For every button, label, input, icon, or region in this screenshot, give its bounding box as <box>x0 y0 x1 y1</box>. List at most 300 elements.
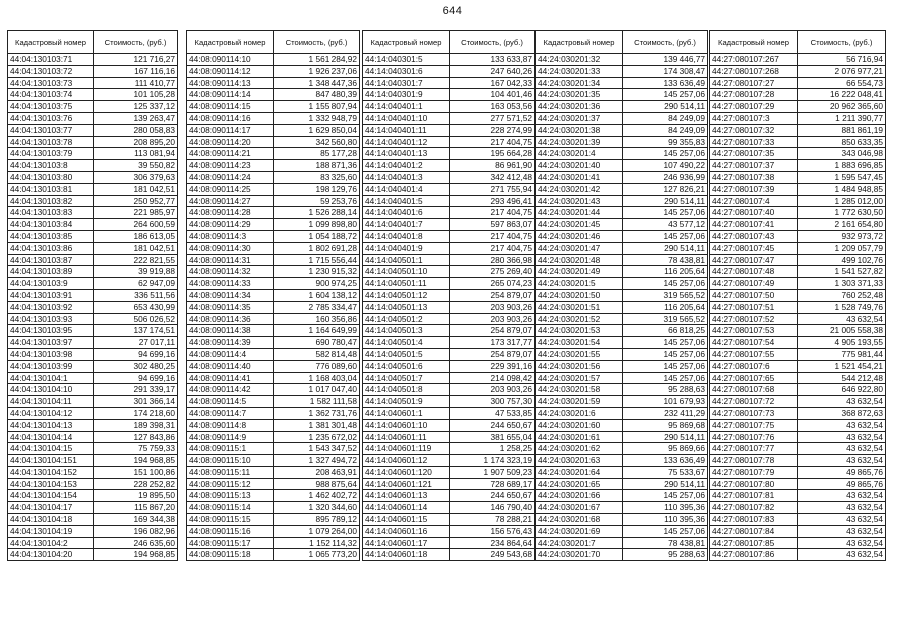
cadastral-number-cell: 44:04:130103:79 <box>8 148 94 160</box>
cadastral-number-cell: 44:04:130104:1 <box>8 372 94 384</box>
cost-cell: 1 772 630,50 <box>798 207 886 219</box>
cadastral-number-cell: 44:08:090114:42 <box>187 384 274 396</box>
cost-cell: 43 632,54 <box>798 537 886 549</box>
table-row <box>710 171 886 183</box>
table-row <box>8 537 178 549</box>
cadastral-number-cell: 44:04:130103:89 <box>8 266 94 278</box>
table-row <box>187 136 360 148</box>
table-row <box>8 478 178 490</box>
table-row <box>187 407 360 419</box>
cost-cell: 78 438,81 <box>623 537 708 549</box>
table-row <box>187 455 360 467</box>
table-row <box>710 101 886 113</box>
cadastral-number-cell: 44:08:090114:4 <box>187 348 274 360</box>
table-row <box>710 337 886 349</box>
cost-cell: 306 379,63 <box>94 171 178 183</box>
cost-cell: 145 257,06 <box>623 360 708 372</box>
cost-cell: 43 632,54 <box>798 549 886 561</box>
table-row <box>187 537 360 549</box>
cadastral-number-cell: 44:08:090114:15 <box>187 101 274 113</box>
table-row <box>8 289 178 301</box>
table-row <box>8 384 178 396</box>
cost-cell: 145 257,06 <box>623 148 708 160</box>
cost-cell: 49 865,76 <box>798 466 886 478</box>
table-row <box>8 266 178 278</box>
cadastral-number-cell: 44:14:040401:6 <box>363 207 450 219</box>
cadastral-number-cell: 44:24:030201:70 <box>536 549 623 561</box>
cost-cell: 145 257,06 <box>623 278 708 290</box>
table-row <box>363 77 535 89</box>
table-row <box>363 183 535 195</box>
table-row <box>363 219 535 231</box>
table-row <box>363 289 535 301</box>
cost-cell: 101 679,93 <box>623 396 708 408</box>
cadastral-number-cell: 44:24:030201:36 <box>536 101 623 113</box>
cost-cell: 75 759,33 <box>94 443 178 455</box>
table-row <box>8 254 178 266</box>
cost-cell: 690 780,47 <box>274 337 360 349</box>
cadastral-number-cell: 44:04:130103:85 <box>8 230 94 242</box>
cost-cell: 228 274,99 <box>450 124 535 136</box>
table-row <box>8 65 178 77</box>
header-cadastral-number: Кадастровый номер <box>187 31 274 54</box>
table-row <box>363 148 535 160</box>
cadastral-number-cell: 44:04:130103:92 <box>8 301 94 313</box>
cost-cell: 881 861,19 <box>798 124 886 136</box>
cost-cell: 776 089,60 <box>274 360 360 372</box>
cost-cell: 181 042,51 <box>94 183 178 195</box>
cost-cell: 244 650,67 <box>450 419 535 431</box>
cadastral-number-cell: 44:27:080107:72 <box>710 396 798 408</box>
cost-cell: 95 288,63 <box>623 549 708 561</box>
table-row <box>363 443 535 455</box>
cost-cell: 342 560,80 <box>274 136 360 148</box>
cadastral-number-cell: 44:08:090115:12 <box>187 478 274 490</box>
cadastral-number-cell: 44:14:040601:121 <box>363 478 450 490</box>
table-row <box>8 360 178 372</box>
cost-cell: 84 249,09 <box>623 112 708 124</box>
table-row <box>710 549 886 561</box>
cost-cell: 1 303 371,33 <box>798 278 886 290</box>
cadastral-number-cell: 44:04:130103:80 <box>8 171 94 183</box>
cadastral-number-cell: 44:08:090114:14 <box>187 89 274 101</box>
table-row <box>536 266 708 278</box>
cadastral-number-cell: 44:24:030201:47 <box>536 242 623 254</box>
cadastral-number-cell: 44:04:130103:98 <box>8 348 94 360</box>
cadastral-number-cell: 44:27:080107:77 <box>710 443 798 455</box>
table-row <box>710 384 886 396</box>
table-row <box>187 301 360 313</box>
cost-cell: 850 633,35 <box>798 136 886 148</box>
cadastral-number-cell: 44:04:130104:151 <box>8 455 94 467</box>
table-row <box>536 455 708 467</box>
cost-cell: 127 826,21 <box>623 183 708 195</box>
cadastral-number-cell: 44:27:080107:47 <box>710 254 798 266</box>
table-row <box>536 136 708 148</box>
table-row <box>187 490 360 502</box>
cost-cell: 228 252,82 <box>94 478 178 490</box>
cadastral-number-cell: 44:27:080107:85 <box>710 537 798 549</box>
table-row <box>536 502 708 514</box>
cost-cell: 597 863,07 <box>450 219 535 231</box>
table-row <box>536 54 708 66</box>
table-row <box>187 89 360 101</box>
table-row <box>536 242 708 254</box>
cadastral-number-cell: 44:08:090115:14 <box>187 502 274 514</box>
cadastral-number-cell: 44:24:030201:53 <box>536 325 623 337</box>
table-row <box>536 112 708 124</box>
cadastral-number-cell: 44:08:090114:25 <box>187 183 274 195</box>
table-row <box>8 466 178 478</box>
table-row <box>8 136 178 148</box>
cadastral-number-cell: 44:14:040601:12 <box>363 455 450 467</box>
cadastral-number-cell: 44:04:130104:2 <box>8 537 94 549</box>
cadastral-number-cell: 44:27:080107:81 <box>710 490 798 502</box>
cadastral-number-cell: 44:27:080107:52 <box>710 313 798 325</box>
cadastral-number-cell: 44:04:130103:95 <box>8 325 94 337</box>
table-row <box>8 54 178 66</box>
table-row <box>536 65 708 77</box>
cost-cell: 275 269,40 <box>450 266 535 278</box>
cadastral-number-cell: 44:27:080107:38 <box>710 171 798 183</box>
header-row <box>710 31 886 54</box>
table-row <box>536 289 708 301</box>
cadastral-number-cell: 44:08:090114:9 <box>187 431 274 443</box>
cost-cell: 146 790,40 <box>450 502 535 514</box>
table-row <box>363 337 535 349</box>
cost-cell: 104 401,46 <box>450 89 535 101</box>
table-row <box>363 419 535 431</box>
cadastral-number-cell: 44:14:040401:5 <box>363 195 450 207</box>
table-row <box>363 242 535 254</box>
cadastral-number-cell: 44:14:040501:1 <box>363 254 450 266</box>
table-row <box>710 278 886 290</box>
cost-cell: 95 869,68 <box>623 419 708 431</box>
cost-cell: 336 511,56 <box>94 289 178 301</box>
table-row <box>363 466 535 478</box>
cadastral-number-cell: 44:27:080107:50 <box>710 289 798 301</box>
table-row <box>710 195 886 207</box>
cost-cell: 290 514,11 <box>623 101 708 113</box>
table-row <box>363 360 535 372</box>
cadastral-number-cell: 44:24:030201:51 <box>536 301 623 313</box>
cadastral-number-cell: 44:08:090114:16 <box>187 112 274 124</box>
table-row <box>710 419 886 431</box>
cadastral-number-cell: 44:14:040401:8 <box>363 230 450 242</box>
cadastral-number-cell: 44:14:040501:12 <box>363 289 450 301</box>
cadastral-number-cell: 44:04:130103:91 <box>8 289 94 301</box>
cost-cell: 1 258,25 <box>450 443 535 455</box>
cadastral-number-cell: 44:27:080107:48 <box>710 266 798 278</box>
cost-cell: 1 209 057,79 <box>798 242 886 254</box>
table-row <box>8 77 178 89</box>
table-row <box>536 514 708 526</box>
cost-cell: 188 871,36 <box>274 160 360 172</box>
cadastral-number-cell: 44:14:040501:6 <box>363 360 450 372</box>
cadastral-number-cell: 44:04:130103:82 <box>8 195 94 207</box>
cadastral-number-cell: 44:04:130104:15 <box>8 443 94 455</box>
cost-cell: 1 561 284,92 <box>274 54 360 66</box>
cost-cell: 234 864,64 <box>450 537 535 549</box>
table-row <box>187 254 360 266</box>
table-row <box>710 372 886 384</box>
cost-cell: 163 053,56 <box>450 101 535 113</box>
cost-cell: 195 664,28 <box>450 148 535 160</box>
cadastral-number-cell: 44:08:090114:30 <box>187 242 274 254</box>
table-row <box>363 301 535 313</box>
cadastral-number-cell: 44:04:130104:10 <box>8 384 94 396</box>
cost-cell: 1 152 114,32 <box>274 537 360 549</box>
table-row <box>536 148 708 160</box>
table-row <box>710 325 886 337</box>
cost-cell: 293 496,41 <box>450 195 535 207</box>
cost-cell: 653 430,99 <box>94 301 178 313</box>
cadastral-number-cell: 44:04:130103:86 <box>8 242 94 254</box>
cost-cell: 196 082,96 <box>94 525 178 537</box>
cadastral-number-cell: 44:14:040501:9 <box>363 396 450 408</box>
table-row <box>8 407 178 419</box>
cost-cell: 139 446,77 <box>623 54 708 66</box>
table-row <box>363 160 535 172</box>
table-row <box>8 195 178 207</box>
cost-cell: 254 879,07 <box>450 348 535 360</box>
cadastral-number-cell: 44:24:030201:41 <box>536 171 623 183</box>
table-row <box>187 65 360 77</box>
cadastral-number-cell: 44:08:090114:33 <box>187 278 274 290</box>
table-row <box>710 54 886 66</box>
cadastral-number-cell: 44:04:130103:77 <box>8 124 94 136</box>
cost-cell: 145 257,06 <box>623 230 708 242</box>
table-row <box>363 396 535 408</box>
table-row <box>536 301 708 313</box>
cadastral-number-cell: 44:14:040601:119 <box>363 443 450 455</box>
cost-cell: 115 867,20 <box>94 502 178 514</box>
cost-cell: 265 074,23 <box>450 278 535 290</box>
cost-cell: 94 699,16 <box>94 348 178 360</box>
cadastral-number-cell: 44:27:080107:75 <box>710 419 798 431</box>
table-row <box>363 266 535 278</box>
cost-cell: 59 253,76 <box>274 195 360 207</box>
cadastral-number-cell: 44:24:030201:46 <box>536 230 623 242</box>
cadastral-number-cell: 44:04:130104:17 <box>8 502 94 514</box>
table-row <box>710 478 886 490</box>
cadastral-number-cell: 44:24:030201:68 <box>536 514 623 526</box>
table-row <box>8 101 178 113</box>
table-row <box>363 171 535 183</box>
cadastral-number-cell: 44:04:130104:12 <box>8 407 94 419</box>
cadastral-number-cell: 44:04:130103:93 <box>8 313 94 325</box>
table-row <box>710 89 886 101</box>
table-row <box>8 549 178 561</box>
table-row <box>536 183 708 195</box>
table-row <box>536 443 708 455</box>
cadastral-number-cell: 44:08:090114:12 <box>187 65 274 77</box>
table-row <box>187 372 360 384</box>
cost-cell: 368 872,63 <box>798 407 886 419</box>
cadastral-number-cell: 44:04:130104:19 <box>8 525 94 537</box>
header-cost: Стоимость, (руб.) <box>274 31 360 54</box>
cadastral-number-cell: 44:24:030201:5 <box>536 278 623 290</box>
cadastral-number-cell: 44:27:080107:43 <box>710 230 798 242</box>
table-row <box>187 360 360 372</box>
cost-cell: 544 212,48 <box>798 372 886 384</box>
cadastral-number-cell: 44:14:040501:11 <box>363 278 450 290</box>
cadastral-number-cell: 44:14:040501:13 <box>363 301 450 313</box>
table-row <box>187 160 360 172</box>
cost-cell: 254 879,07 <box>450 325 535 337</box>
cadastral-value-table <box>709 30 886 561</box>
table-row <box>710 313 886 325</box>
cost-cell: 232 411,29 <box>623 407 708 419</box>
cost-cell: 244 650,67 <box>450 490 535 502</box>
table-row <box>8 242 178 254</box>
table-row <box>8 313 178 325</box>
cost-cell: 1 211 390,77 <box>798 112 886 124</box>
cadastral-number-cell: 44:04:130103:81 <box>8 183 94 195</box>
cadastral-number-cell: 44:24:030201:58 <box>536 384 623 396</box>
cadastral-number-cell: 44:27:080107:83 <box>710 514 798 526</box>
cadastral-number-cell: 44:04:130104:11 <box>8 396 94 408</box>
cadastral-number-cell: 44:27:080107:76 <box>710 431 798 443</box>
cadastral-number-cell: 44:27:080107:82 <box>710 502 798 514</box>
cost-cell: 1 926 237,06 <box>274 65 360 77</box>
table-row <box>363 348 535 360</box>
cost-cell: 988 875,64 <box>274 478 360 490</box>
cadastral-number-cell: 44:24:030201:64 <box>536 466 623 478</box>
cost-cell: 1 907 509,23 <box>450 466 535 478</box>
cost-cell: 47 533,85 <box>450 407 535 419</box>
table-row <box>187 278 360 290</box>
cadastral-number-cell: 44:24:030201:52 <box>536 313 623 325</box>
cadastral-number-cell: 44:27:080107:29 <box>710 101 798 113</box>
cost-cell: 86 961,90 <box>450 160 535 172</box>
cadastral-number-cell: 44:14:040401:11 <box>363 124 450 136</box>
cadastral-number-cell: 44:27:080107:4 <box>710 195 798 207</box>
table-row <box>536 325 708 337</box>
cadastral-number-cell: 44:24:030201:50 <box>536 289 623 301</box>
table-row <box>187 171 360 183</box>
table-row <box>187 325 360 337</box>
table-row <box>8 348 178 360</box>
cost-cell: 932 973,72 <box>798 230 886 242</box>
cost-cell: 1 462 402,72 <box>274 490 360 502</box>
cadastral-number-cell: 44:14:040501:5 <box>363 348 450 360</box>
cadastral-number-cell: 44:14:040301:6 <box>363 65 450 77</box>
table-row <box>8 372 178 384</box>
cadastral-number-cell: 44:24:030201:37 <box>536 112 623 124</box>
cost-cell: 1 235 672,02 <box>274 431 360 443</box>
cost-cell: 343 046,98 <box>798 148 886 160</box>
cost-cell: 847 480,39 <box>274 89 360 101</box>
cadastral-number-cell: 44:04:130103:99 <box>8 360 94 372</box>
table-row <box>710 219 886 231</box>
table-row <box>363 65 535 77</box>
table-row <box>187 101 360 113</box>
cost-cell: 160 356,86 <box>274 313 360 325</box>
cost-cell: 78 438,81 <box>623 254 708 266</box>
cadastral-number-cell: 44:24:030201:6 <box>536 407 623 419</box>
cadastral-number-cell: 44:14:040401:4 <box>363 183 450 195</box>
cadastral-number-cell: 44:08:090114:24 <box>187 171 274 183</box>
cadastral-number-cell: 44:24:030201:55 <box>536 348 623 360</box>
cadastral-number-cell: 44:08:090114:28 <box>187 207 274 219</box>
cost-cell: 39 919,88 <box>94 266 178 278</box>
cost-cell: 1 802 691,28 <box>274 242 360 254</box>
cadastral-number-cell: 44:27:080107:27 <box>710 77 798 89</box>
cost-cell: 169 344,38 <box>94 514 178 526</box>
table-row <box>363 502 535 514</box>
table-row <box>363 54 535 66</box>
table-row <box>187 266 360 278</box>
cadastral-number-cell: 44:08:090114:41 <box>187 372 274 384</box>
cost-cell: 280 058,83 <box>94 124 178 136</box>
cadastral-number-cell: 44:27:080107:45 <box>710 242 798 254</box>
table-row <box>187 242 360 254</box>
cost-cell: 250 952,77 <box>94 195 178 207</box>
table-row <box>710 207 886 219</box>
cost-cell: 1 065 773,20 <box>274 549 360 561</box>
cost-cell: 246 936,99 <box>623 171 708 183</box>
cadastral-number-cell: 44:08:090114:5 <box>187 396 274 408</box>
table-row <box>363 525 535 537</box>
table-row <box>536 278 708 290</box>
cost-cell: 217 404,75 <box>450 242 535 254</box>
cadastral-number-cell: 44:04:130103:71 <box>8 54 94 66</box>
table-row <box>8 207 178 219</box>
cadastral-number-cell: 44:14:040601:120 <box>363 466 450 478</box>
cost-cell: 94 699,16 <box>94 372 178 384</box>
table-row <box>187 124 360 136</box>
table-row <box>536 313 708 325</box>
cost-cell: 1 526 288,14 <box>274 207 360 219</box>
cost-cell: 66 818,25 <box>623 325 708 337</box>
table-row <box>187 466 360 478</box>
cadastral-number-cell: 44:14:040501:7 <box>363 372 450 384</box>
table-row <box>536 77 708 89</box>
cost-cell: 1 629 850,04 <box>274 124 360 136</box>
table-row <box>710 289 886 301</box>
cadastral-number-cell: 44:14:040401:10 <box>363 112 450 124</box>
cadastral-number-cell: 44:24:030201:61 <box>536 431 623 443</box>
cost-cell: 174 308,47 <box>623 65 708 77</box>
cadastral-number-cell: 44:14:040401:13 <box>363 148 450 160</box>
table-row <box>710 77 886 89</box>
cadastral-table-5 <box>709 30 886 561</box>
cost-cell: 249 543,68 <box>450 549 535 561</box>
table-row <box>536 207 708 219</box>
cadastral-number-cell: 44:27:080107:40 <box>710 207 798 219</box>
cadastral-value-table <box>535 30 708 561</box>
table-row <box>710 136 886 148</box>
table-row <box>8 183 178 195</box>
table-row <box>8 124 178 136</box>
table-row <box>363 254 535 266</box>
page-number: 644 <box>442 5 463 17</box>
header-row <box>187 31 360 54</box>
table-row <box>710 266 886 278</box>
cost-cell: 127 843,86 <box>94 431 178 443</box>
cadastral-number-cell: 44:24:030201:60 <box>536 419 623 431</box>
table-row <box>8 112 178 124</box>
cadastral-number-cell: 44:14:040601:17 <box>363 537 450 549</box>
cost-cell: 173 317,77 <box>450 337 535 349</box>
cadastral-number-cell: 44:08:090115:15 <box>187 514 274 526</box>
table-row <box>536 254 708 266</box>
cadastral-number-cell: 44:27:080107:55 <box>710 348 798 360</box>
table-row <box>710 514 886 526</box>
cost-cell: 194 968,85 <box>94 549 178 561</box>
table-row <box>8 490 178 502</box>
